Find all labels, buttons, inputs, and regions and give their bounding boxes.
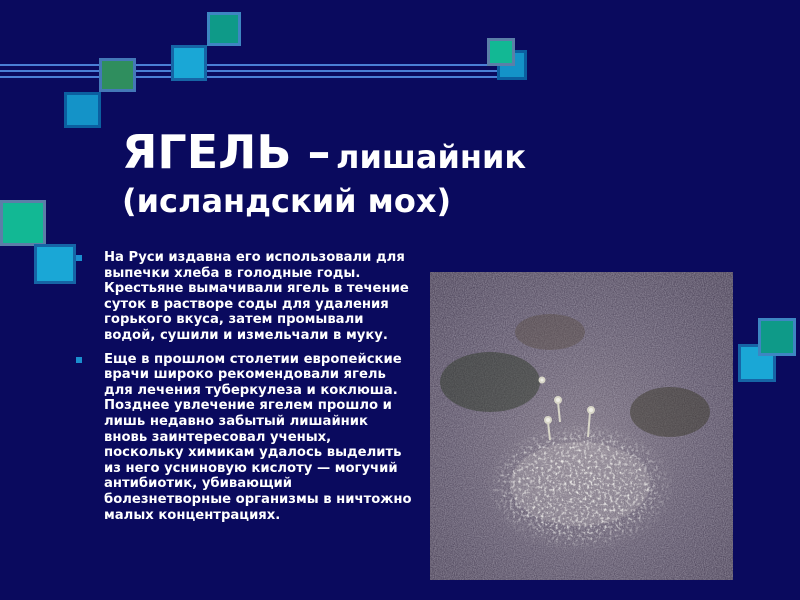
bullet-square-icon: [76, 255, 82, 261]
decor-square-8: [34, 244, 76, 284]
decor-square-2: [171, 45, 207, 81]
decor-line-top-3: [0, 76, 516, 78]
decor-square-7: [0, 200, 46, 246]
decor-square-4: [64, 92, 101, 128]
decor-line-top-2: [0, 70, 516, 72]
title-sub-2: (исландский мох): [122, 182, 452, 221]
decor-square-5b: [487, 38, 515, 66]
lichen-photo-image: [430, 272, 733, 580]
bullet-text: Еще в прошлом столетии европейские врачи широко рекомендовали ягель для лечения туберкулеза и коклюша. Позднее увлечение ягелем прошло и лишь недавно забытый лишайник вновь заинтересовал ученых, поскольку химикам удалось выделить из него усниновую кислоту — могучий антибиотик, убивающий болезнетворные организмы в ничтожно малых концентрациях.: [104, 351, 412, 523]
lichen-photo: [430, 272, 733, 580]
bullet-square-icon: [76, 357, 82, 363]
decor-square-1: [207, 12, 241, 46]
slide-title: [122, 124, 722, 221]
bullet-item: [76, 250, 412, 344]
decor-line-top-1: [0, 64, 516, 66]
bullet-item: [76, 352, 412, 524]
bullet-list: [76, 250, 412, 531]
title-main: ЯГЕЛЬ –: [122, 125, 331, 179]
bullet-text: На Руси издавна его использовали для выпечки хлеба в голодные годы. Крестьяне вымачивали ягель в течение суток в растворе соды для удаления горького вкуса, затем промывали водой, сушили и измельчали в муку.: [104, 250, 409, 343]
title-sub-1: лишайник: [336, 138, 527, 176]
decor-square-9: [758, 318, 796, 356]
decor-square-3: [99, 58, 136, 92]
